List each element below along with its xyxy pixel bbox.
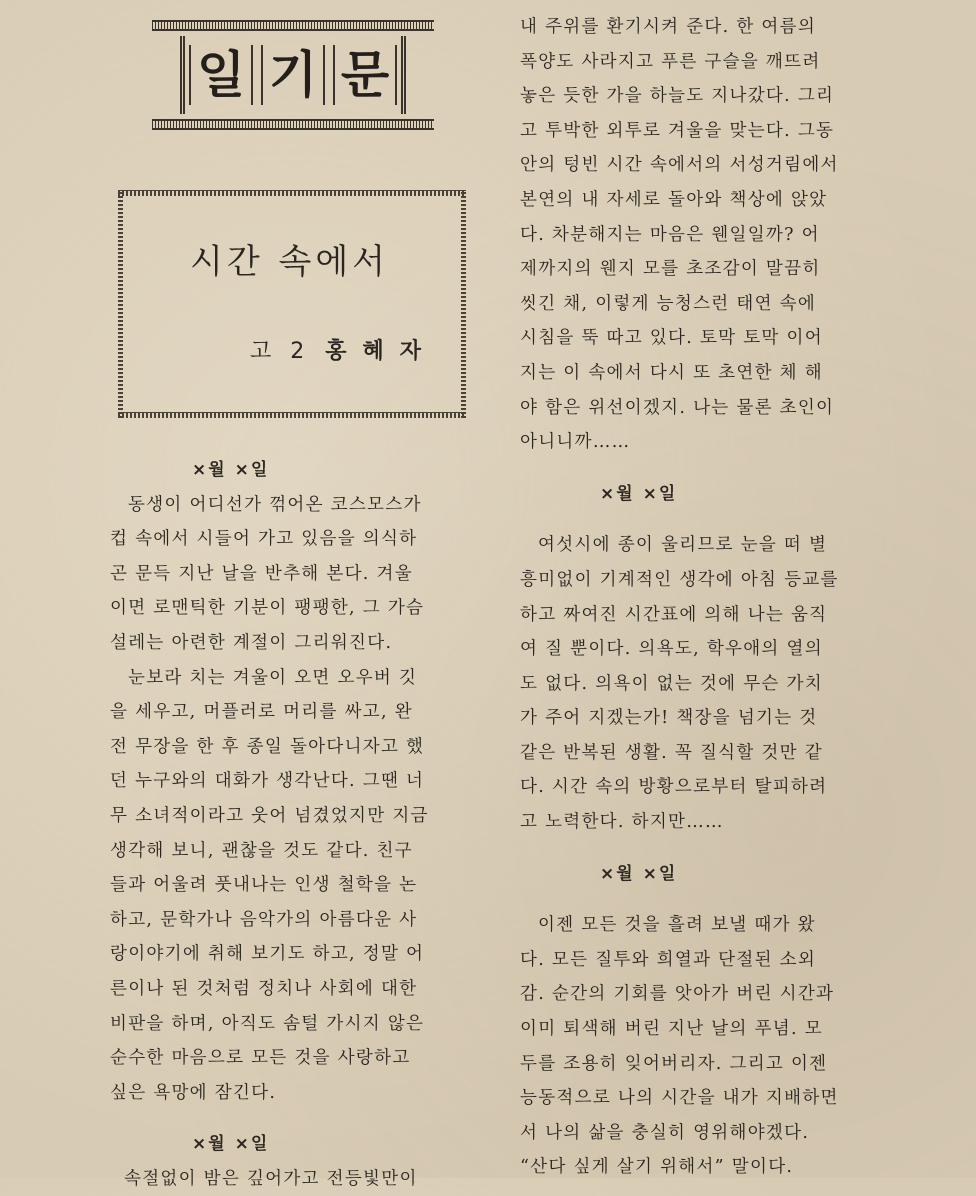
text-line: 가 주어 지겠는가! 책장을 넘기는 것 xyxy=(520,708,818,729)
spacer xyxy=(520,840,896,857)
text-line: 다. 차분해지는 마음은 웬일일까? 어 xyxy=(520,224,820,245)
text-line: 내 주위를 환기시켜 준다. 한 여름의 xyxy=(520,17,817,37)
diary-date-heading: ×월 ×일 xyxy=(600,863,678,884)
text-line: 시침을 뚝 따고 있다. 토막 토막 이어 xyxy=(520,328,823,349)
text-line: 생각해 보니, 괜찮을 것도 같다. 친구 xyxy=(110,840,413,861)
text-line: 씻긴 채, 이렇게 능청스런 태연 속에 xyxy=(520,293,817,314)
text-line: 들과 어울려 풋내나는 인생 철학을 논 xyxy=(110,875,418,896)
text-line: “산다 싶게 살기 위해서” 말이다. xyxy=(520,1157,794,1178)
text-line: 컵 속에서 시들어 가고 있음을 의식하 xyxy=(110,529,418,550)
text-line: 설레는 아련한 계절이 그리워진다. xyxy=(110,632,393,653)
title-box-bottom-border xyxy=(118,412,466,418)
text-line: 다. 모든 질투와 희열과 단절된 소외 xyxy=(520,949,817,970)
diary-date-heading: ×월 ×일 xyxy=(192,1134,270,1155)
text-line: 지는 이 속에서 다시 또 초연한 체 해 xyxy=(520,362,823,383)
right-column xyxy=(520,10,896,1185)
text-line: 폭양도 사라지고 푸른 구슬을 깨뜨려 xyxy=(520,51,821,72)
spacer xyxy=(110,1110,486,1127)
left-column xyxy=(110,453,486,1196)
text-line: 고 투박한 외투로 겨울을 맞는다. 그동 xyxy=(520,120,835,141)
text-line: 동생이 어디선가 꺾어온 코스모스가 xyxy=(128,494,422,515)
diary-date-heading: ×월 ×일 xyxy=(600,483,678,504)
text-line: 이젠 모든 것을 흘려 보낼 때가 왔 xyxy=(538,915,816,936)
text-line: 비판을 하며, 아직도 솜털 가시지 않은 xyxy=(110,1013,425,1034)
title-box xyxy=(118,190,466,418)
article-title: 시간 속에서 xyxy=(190,242,390,282)
diary-date-heading: ×월 ×일 xyxy=(192,460,270,480)
text-line: 같은 반복된 생활. 꼭 질식할 것만 같 xyxy=(520,742,823,763)
text-line: 하고 짜여진 시간표에 의해 나는 움직 xyxy=(520,604,828,625)
text-line: 곤 문득 지난 날을 반추해 본다. 겨울 xyxy=(110,563,413,584)
text-line: 여 질 뿐이다. 의욕도, 학우애의 열의 xyxy=(520,639,823,660)
text-line: 서 나의 삶을 충실히 영위해야겠다. xyxy=(520,1122,810,1143)
header-char-2: 기 xyxy=(261,45,325,105)
text-line: 하고, 문학가나 음악가의 아름다운 사 xyxy=(110,909,418,930)
text-line: 이미 퇴색해 버린 지난 날의 푸념. 모 xyxy=(520,1019,823,1040)
text-line: 놓은 듯한 가을 하늘도 지나갔다. 그리 xyxy=(520,86,835,107)
text-line: 순수한 마음으로 모든 것을 사랑하고 xyxy=(110,1048,411,1069)
author-line xyxy=(250,334,437,365)
text-line: 랑이야기에 취해 보기도 하고, 정말 어 xyxy=(110,944,425,965)
text-line: 눈보라 치는 겨울이 오면 오우버 깃 xyxy=(128,667,418,688)
header-top-rule xyxy=(152,20,434,31)
text-line: 제까지의 웬지 모를 초조감이 말끔히 xyxy=(520,259,821,280)
text-line: 아니니까…… xyxy=(520,432,631,453)
spacer xyxy=(520,460,896,477)
text-line: 전 무장을 한 후 종일 돌아다니자고 했 xyxy=(110,736,425,757)
text-line: 야 함은 위선이겠지. 나는 물론 초인이 xyxy=(520,397,835,418)
spacer xyxy=(520,511,896,528)
text-line: 무 소녀적이라고 웃어 넘겼었지만 지금 xyxy=(110,805,429,826)
text-line: 능동적으로 나의 시간을 내가 지배하면 xyxy=(520,1088,839,1109)
text-line: 싶은 욕망에 잠긴다. xyxy=(110,1082,277,1103)
text-line: 다. 시간 속의 방황으로부터 탈피하려 xyxy=(520,777,828,798)
header-bottom-rule xyxy=(152,119,434,130)
author-grade: 고 2 xyxy=(250,339,311,364)
section-header xyxy=(152,20,434,130)
text-line: 던 누구와의 대화가 생각난다. 그땐 너 xyxy=(110,771,425,792)
text-line: 이면 로맨틱한 기분이 팽팽한, 그 가슴 xyxy=(110,598,425,619)
text-line: 속절없이 밤은 깊어가고 전등빛만이 xyxy=(124,1168,418,1189)
text-line: 을 세우고, 머플러로 머리를 싸고, 완 xyxy=(110,702,413,723)
text-line: 른이나 된 것처럼 정치나 사회에 대한 xyxy=(110,978,418,999)
title-box-right-border xyxy=(461,190,466,418)
author-name: 홍혜자 xyxy=(325,339,438,364)
title-box-left-border xyxy=(118,190,123,418)
header-char-3: 문 xyxy=(333,45,397,105)
title-box-top-border xyxy=(118,190,466,196)
text-line: 도 없다. 의욕이 없는 것에 무슨 가치 xyxy=(520,673,823,694)
text-line: 본연의 내 자세로 돌아와 책상에 앉았 xyxy=(520,189,828,210)
spacer xyxy=(520,891,896,908)
text-line: 감. 순간의 기회를 앗아가 버린 시간과 xyxy=(520,984,835,1005)
header-frame xyxy=(180,36,406,114)
text-line: 여섯시에 종이 울리므로 눈을 떠 별 xyxy=(538,535,828,556)
text-line: 두를 조용히 잊어버리자. 그리고 이젠 xyxy=(520,1053,828,1074)
text-line: 고 노력한다. 하지만…… xyxy=(520,812,724,833)
text-line: 안의 텅빈 시간 속에서의 서성거림에서 xyxy=(520,155,839,176)
text-line: 흥미없이 기계적인 생각에 아침 등교를 xyxy=(520,569,839,590)
header-char-1: 일 xyxy=(189,45,253,105)
